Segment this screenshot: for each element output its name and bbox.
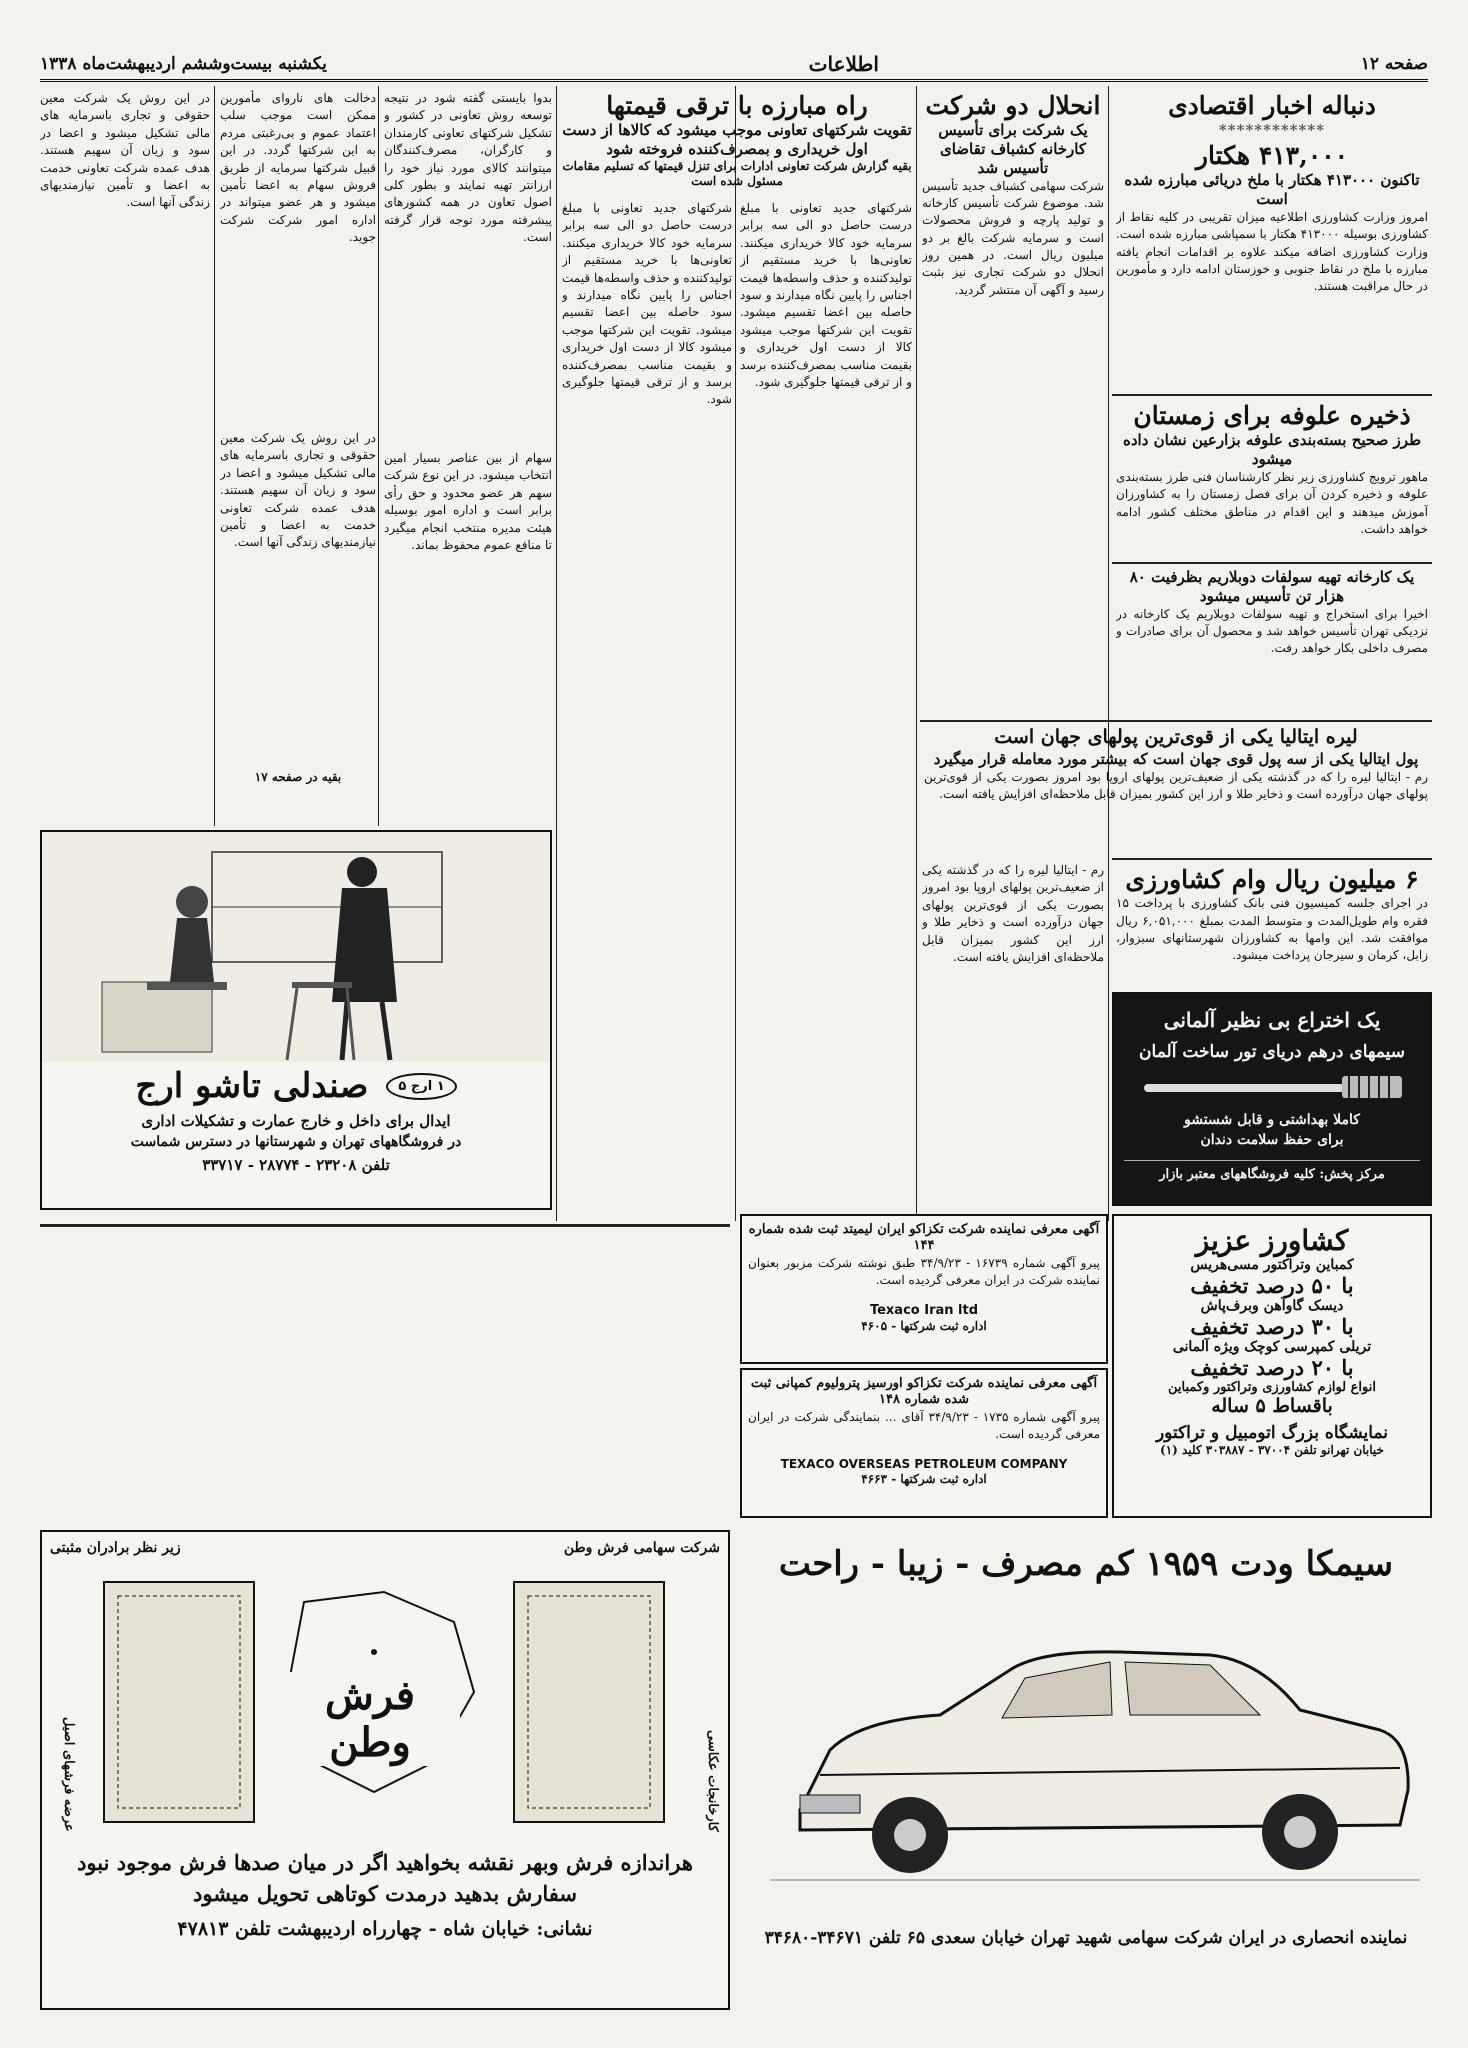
chair-ad[interactable] [40,830,552,1210]
chair-ad-line2: در فروشگاههای تهران و شهرستانها در دسترس شماست [130,1134,462,1150]
column-rule [1108,86,1109,1221]
factory-title: یک کارخانه تهیه سولفات دوبلاریم بظرفیت ۸۰ هزار تن تأسیس میشود [1129,568,1415,605]
fodder-body: ماهور ترویج کشاورزی زیر نظر کارشناسان فنی طرز بسته‌بندی علوفه و ذخیره کردن آن برای فصل زمستان را به کشاورزان آموزش میدهند و این اقدام در مناطق مختلف کشور ادامه خواهد داشت. [1116,469,1428,536]
car-ad[interactable] [740,1530,1432,2010]
price-byline: بقیه گزارش شرکت تعاونی ادارات برای تنزل قیمتها که تسلیم مقامات مسئول شده است [562,158,912,188]
tractor-ad-address: خیابان تهرانو تلفن ۳۷۰۰۴ - ۳۰۳۸۸۷ کلید (۱) [1160,1443,1384,1457]
lira-body: رم - ایتالیا لیره را که در گذشته یکی از ضعیف‌ترین پولهای اروپا بود امروز بصورت یکی از قوی‌ترین پولهای جهان درآورده است و ذخایر طلا و ارز این کشور بمیزان قابل ملاحظه‌ای افزایش یافته است. [924,769,1428,801]
companies-body: شرکت سهامی کشباف جدید تأسیس شد. موضوع شرکت تأسیس کارخانه و تولید پارچه و فروش محصولات است و سرمایه شرکت بالغ بر دو میلیون ریال است. در همین روز انحلال دو شرکت تجاری نیز بثبت رسید و آگهی آن منتشر گردید. [922,178,1104,297]
chair-ad-phone: تلفن ۲۳۲۰۸ - ۲۸۷۷۴ - ۳۳۷۱۷ [202,1156,390,1174]
companies-title: انحلال دو شرکت [925,91,1101,120]
carpet-ad-line2: سفارش بدهید درمدت کوتاهی تحویل میشود [193,1881,577,1906]
cooperative-col-left [40,90,210,820]
car-icon [740,1590,1432,1920]
brush-ad-line4: برای حفظ سلامت دندان [1200,1132,1344,1148]
loan-body: در اجرای جلسه کمیسیون فنی بانک کشاورزی با پرداخت ۱۵ فقره وام طویل‌المدت و متوسط المدت بمبلغ ۶,۰۵۱,۰۰۰ ریال موافقت شد. این وامها به کشاورزان شهرستانهای سبزوار، زابل، کرمان و سیرجان پرداخت میشود. [1116,896,1428,963]
carpet-ad-address: نشانی: خیابان شاه - چهارراه اردیبهشت تلفن ۴۷۸۱۳ [177,1918,593,1940]
price-subtitle: تقویت شرکتهای تعاونی موجب میشود که کالاها از دست اول خریداری و بمصرف‌کننده فروخته شود [562,121,912,158]
chair-ad-illustration [42,832,550,1062]
price-body-right [740,200,912,1210]
lira-article [924,726,1428,856]
chair-ad-brand: صندلی تاشو ارج [135,1066,369,1106]
column-rule [916,86,917,1221]
carpet-ad-side-right: کارخانجات عکاسی [705,1730,720,1832]
divider [1112,394,1432,396]
notice2-body: پیرو آگهی شماره ۱۷۳۵ - ۳۴/۹/۲۳ آقای ... بنمایندگی شرکت در ایران معرفی گردیده است. [748,1409,1100,1441]
carpet-ad-logo: فرش وطن [280,1672,460,1766]
tractor-item-1: با ۵۰ درصد تخفیف [1190,1273,1354,1298]
car-ad-agent: نماینده انحصاری در ایران شرکت سهامی شهید تهران خیابان سعدی ۶۵ تلفن ۳۴۶۷۱-۳۴۶۸۰ [764,1928,1408,1948]
tractor-item-4: تریلی کمپرسی کوچک ویژه آلمانی [1172,1339,1372,1355]
price-title: راه مبارزه با ترقی قیمتها [606,91,868,120]
notice2-title: آگهی معرفی نماینده شرکت تکزاکو اورسیز پترولیوم کمپانی ثبت شده شماره ۱۴۸ [750,1376,1098,1408]
column-rule [378,86,379,826]
tractor-item-5: با ۲۰ درصد تخفیف [1190,1355,1354,1380]
notice-texaco-iran [740,1214,1108,1364]
col0-body: دخالت های ناروای مأمورین ممکن است موجب سلب اعتماد عموم و بی‌رغبتی مردم به این شرکتها گردد. در این قبیل شرکتها سرمایه از طریق فروش سهام به اعضا تأمین میشود و هر عضو میتواند در اداره امور شرکت شرکت جوید. [220,91,376,245]
brush-ad-line5: مرکز پخش: کلیه فروشگاههای معتبر بازار [1124,1160,1420,1182]
chair-ad-line1: ایدال برای داخل و خارج عمارت و تشکیلات اداری [141,1112,451,1130]
tractor-item-2: دیسک گاوآهن وبرف‌پاش [1200,1298,1344,1314]
carpet-ad-supervision: زیر نظر برادران مثبتی [50,1540,181,1556]
companies-article [922,90,1104,710]
carpet-ad-line1: هراندازه فرش وبهر نقشه بخواهید اگر در میان صدها فرش موجود نبود [77,1850,693,1875]
lira-continued [922,862,1104,1212]
economic-news-lead: تاکنون ۴۱۳۰۰۰ هکتار با ملخ دریائی مبارزه شده است [1124,171,1420,208]
tractor-ad-title: کشاورز عزیز [1195,1224,1349,1257]
lira-subtitle: پول ایتالیا یکی از سه پول قوی جهان است که بیشتر مورد معامله قرار میگیرد [933,749,1419,768]
factory-article [1116,568,1428,718]
brush-ad[interactable] [1112,992,1432,1206]
notice2-english: TEXACO OVERSEAS PETROLEUM COMPANY [780,1456,1068,1471]
economic-news-body: امروز وزارت کشاورزی اطلاعیه میزان تقریبی در کلیه نقاط از کشاورزی بوسیله ۴۱۳۰۰۰ هکتار با سمپاشی مبارزه شده است. وزارت کشاورزی اضافه میکند علاوه بر اقدامات انجام یافته مبارزه با ملخ در نقاط جنوبی و خوزستان ادامه دارد و مأمورین در حال مراقبت هستند. [1116,209,1428,294]
loan-title: ۶ میلیون ریال وام کشاورزی [1125,865,1419,894]
car-ad-title: سیمکا ودت ۱۹۵۹ کم مصرف - زیبا - راحت [778,1544,1394,1584]
continued-note[interactable]: بقیه در صفحه ۱۷ [254,770,342,784]
carpet-ad[interactable] [40,1530,730,2010]
fodder-subtitle: طرز صحیح بسته‌بندی علوفه بزارعین نشان داده میشود [1122,431,1422,468]
col1-body: بدوا بایستی گفته شود در نتیجه توسعه روش تعاونی در کشور و تشکیل شرکتهای تعاونی کارمندان و کارگران، مصرف‌کنندگان میتوانند کالای مورد نیاز خود را ارزانتر تهیه نمایند و بطور کلی اصول تعاون در همه کشورهای پیشرفته مورد توجه قرار گرفته است. [384,91,552,245]
col0-body2: در این روش یک شرکت معین حقوقی و تجاری باسرمایه های مالی تشکیل میشود و اعضا در سود و زیان آن سهیم هستند. هدف عمده شرکت تعاونی خدمت به اعضا و تأمین نیازمندیهای زندگی آنها است. [220,431,376,550]
lira-title: لیره ایتالیا یکی از قوی‌ترین پولهای جهان است [994,726,1358,748]
fodder-article [1116,400,1428,560]
fodder-title: ذخیره علوفه برای زمستان [1133,401,1411,430]
issue-date: یکشنبه بیست‌وششم اردیبهشت‌ماه ۱۳۳۸ [40,53,327,74]
notice1-body: پیرو آگهی شماره ۱۶۷۳۹ - ۳۴/۹/۲۳ طبق نوشته شرکت مزبور بعنوان نماینده شرکت در ایران معرفی گردیده است. [748,1255,1100,1287]
price-body-cont: شرکتهای جدید تعاونی با مبلغ درست حاصل دو الی سه برابر سرمایه خود کالا خریداری میکنند. تعاونی‌ها با خرید مستقیم از تولیدکننده و حذف واسطه‌ها قیمت اجناس را پایین نگاه میدارند و سود حاصله بین اعضا تقسیم میشود. تقویت این شرکتها موجب میشود کالا از دست اول خریداری و بقیمت مناسب بمصرف‌کننده برسد و از ترقی قیمتها جلوگیری شود. [562,201,732,407]
column-rule [214,86,215,826]
tractor-item-0: کمباین وتراکتور مسی‌هریس [1190,1257,1354,1273]
col-left-body: در این روش یک شرکت معین حقوقی و تجاری باسرمایه های مالی تشکیل میشود و اعضا در سود و زیان آن سهیم هستند. هدف عمده شرکت تعاونی خدمت به اعضا و تأمین نیازمندیهای زندگی آنها است. [40,91,210,210]
tractor-item-6: انواع لوازم کشاورزی وتراکتور وکمباین [1168,1380,1376,1395]
brush-ad-line3: کاملا بهداشتی و قابل شستشو [1184,1112,1360,1128]
cooperative-col1 [384,90,552,820]
factory-body: اخیرا برای استخراج و تهیه سولفات دوبلاریم یک کارخانه در نزدیکی تهران تأسیس خواهد شد و محصول آن برای صادرات و مصرف داخلی بکار خواهد رفت. [1116,606,1428,656]
paper-title: اطلاعات [808,51,879,76]
divider [1112,562,1432,564]
divider [40,1224,730,1227]
page-number: صفحه ۱۲ [1360,53,1428,74]
chair-ad-badge: ۱ ارج ۵ [386,1073,456,1100]
economic-news-subtitle: ۴۱۳,۰۰۰ هکتار [1195,141,1349,170]
price-body: شرکتهای جدید تعاونی با مبلغ درست حاصل دو الی سه برابر سرمایه خود کالا خریداری میکنند. تعاونی‌ها با خرید مستقیم از تولیدکننده و حذف واسطه‌ها قیمت اجناس را پایین نگاه میدارند و سود حاصله بین اعضا تقسیم میشود. تقویت این شرکتها موجب میشود کالا از دست اول خریداری و بقیمت مناسب بمصرف‌کننده برسد و از ترقی قیمتها جلوگیری شود. [740,201,912,389]
lira-continued-body: رم - ایتالیا لیره را که در گذشته یکی از ضعیف‌ترین پولهای اروپا بود امروز بصورت یکی از قوی‌ترین پولهای جهان درآورده است و ذخایر طلا و ارز این کشور بمیزان قابل ملاحظه‌ای افزایش یافته است. [922,863,1104,964]
loan-article [1116,864,1428,984]
masthead [40,48,1428,82]
notice1-title: آگهی معرفی نماینده شرکت تکزاکو ایران لیمیتد ثبت شده شماره ۱۴۴ [748,1222,1100,1254]
notice1-signature: اداره ثبت شرکتها - ۴۶۰۵ [861,1318,987,1333]
notice2-signature: اداره ثبت شرکتها - ۴۶۶۳ [861,1471,987,1486]
tractor-item-3: با ۳۰ درصد تخفیف [1190,1314,1354,1339]
notice-texaco-overseas [740,1368,1108,1518]
tractor-ad-dealer: نمایشگاه بزرگ اتومبیل و تراکتور [1155,1423,1389,1443]
column-rule [556,86,557,1221]
brush-ad-line1: یک اختراع بی نظیر آلمانی [1163,1008,1381,1032]
price-body-left [562,200,732,1210]
economic-news [1116,90,1428,390]
toothbrush-icon [1124,1070,1420,1104]
notice1-english: Texaco Iran ltd [869,1302,979,1318]
carpet-ad-side-left: عرضه فرشهای اصیل [61,1717,76,1832]
cooperative-col0 [220,90,376,820]
col1-body2: سهام از بین عناصر بسیار امین انتخاب میشود. در این نوع شرکت سهم هر عضو محدود و حق رأی برابر است و اداره امور بوسیله هیئت مدیره منتخب انجام میگیرد تا منافع عموم محفوظ بماند. [384,451,552,552]
companies-subtitle: یک شرکت برای تأسیس کارخانه کشباف تقاضای تأسیس شد [938,121,1088,177]
economic-news-title: دنباله اخبار اقتصادی [1168,91,1376,120]
tractor-ad[interactable] [1112,1214,1432,1518]
carpet-ad-company: شرکت سهامی فرش وطن [563,1540,720,1556]
tractor-item-7: باقساط ۵ ساله [1211,1395,1333,1417]
divider [920,720,1432,722]
economic-news-stars: ************ [1218,121,1326,140]
brush-ad-line2: سیمهای درهم دریای تور ساخت آلمان [1139,1042,1405,1062]
divider [1112,858,1432,860]
